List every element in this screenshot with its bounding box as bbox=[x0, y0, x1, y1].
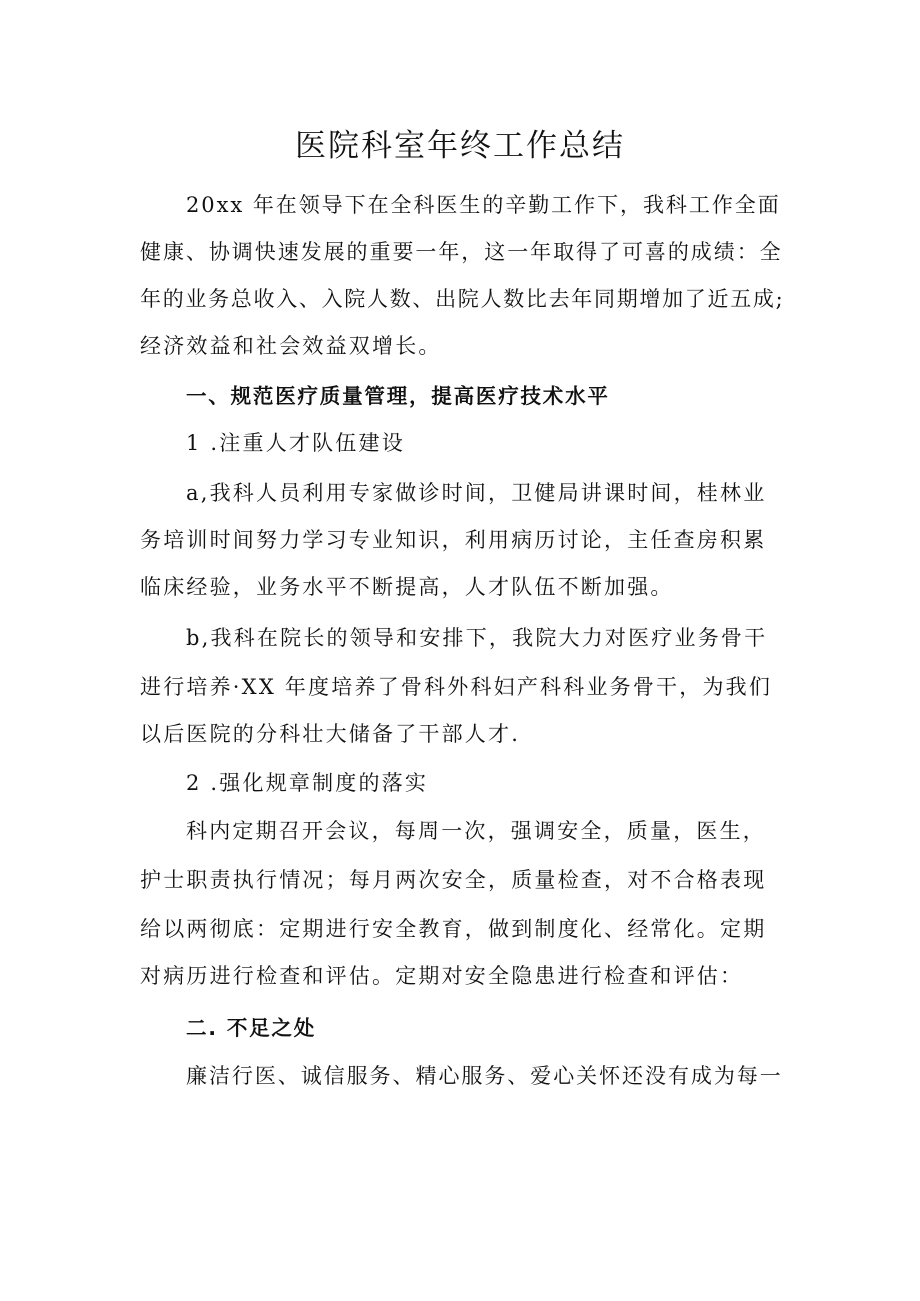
section2-heading: 二. 不足之处 bbox=[186, 1016, 317, 1040]
item2-para-line-2: 护士职责执行情况；每月两次安全，质量检查，对不合格表现 bbox=[140, 868, 767, 892]
para-b-line-3: 以后医院的分科壮大储备了干部人才. bbox=[140, 722, 521, 746]
para-b-line-1: b,我科在院长的领导和安排下，我院大力对医疗业务骨干 bbox=[186, 626, 768, 650]
intro-line-4: 经济效益和社会效益双增长。 bbox=[140, 334, 442, 358]
item2-para-line-3: 给以两彻底：定期进行安全教育，做到制度化、经常化。定期 bbox=[140, 917, 767, 941]
intro-line-3: 年的业务总收入、入院人数、出院人数比去年同期增加了近五成; bbox=[140, 287, 785, 311]
item2-para-line-4: 对病历进行检查和评估。定期对安全隐患进行检查和评估： bbox=[140, 964, 744, 988]
para-a-line-2: 务培训时间努力学习专业知识，利用病历讨论，主任查房积累 bbox=[140, 528, 767, 552]
item2-para-line-1: 科内定期召开会议，每周一次，强调安全，质量，医生， bbox=[186, 819, 766, 843]
section2-para-line-1: 廉洁行医、诚信服务、精心服务、爱心关怀还没有成为每一 bbox=[186, 1064, 783, 1088]
intro-line-1: 20xx 年在领导下在全科医生的辛勤工作下，我科工作全面 bbox=[186, 193, 781, 217]
item2-label: 2 .强化规章制度的落实 bbox=[186, 771, 429, 795]
para-a-line-3: 临床经验，业务水平不断提高，人才队伍不断加强。 bbox=[140, 575, 674, 599]
intro-line-2: 健康、协调快速发展的重要一年，这一年取得了可喜的成绩：全 bbox=[140, 240, 783, 264]
para-a-line-1: a,我科人员利用专家做诊时间，卫健局讲课时间，桂林业 bbox=[186, 481, 767, 505]
document-title: 医院科室年终工作总结 bbox=[295, 128, 625, 164]
para-b-line-2: 进行培养·XX 年度培养了骨科外科妇产科科业务骨干，为我们 bbox=[140, 675, 773, 699]
item1-label: 1 .注重人才队伍建设 bbox=[186, 431, 405, 455]
section1-heading: 一、规范医疗质量管理，提高医疗技术水平 bbox=[186, 384, 610, 408]
